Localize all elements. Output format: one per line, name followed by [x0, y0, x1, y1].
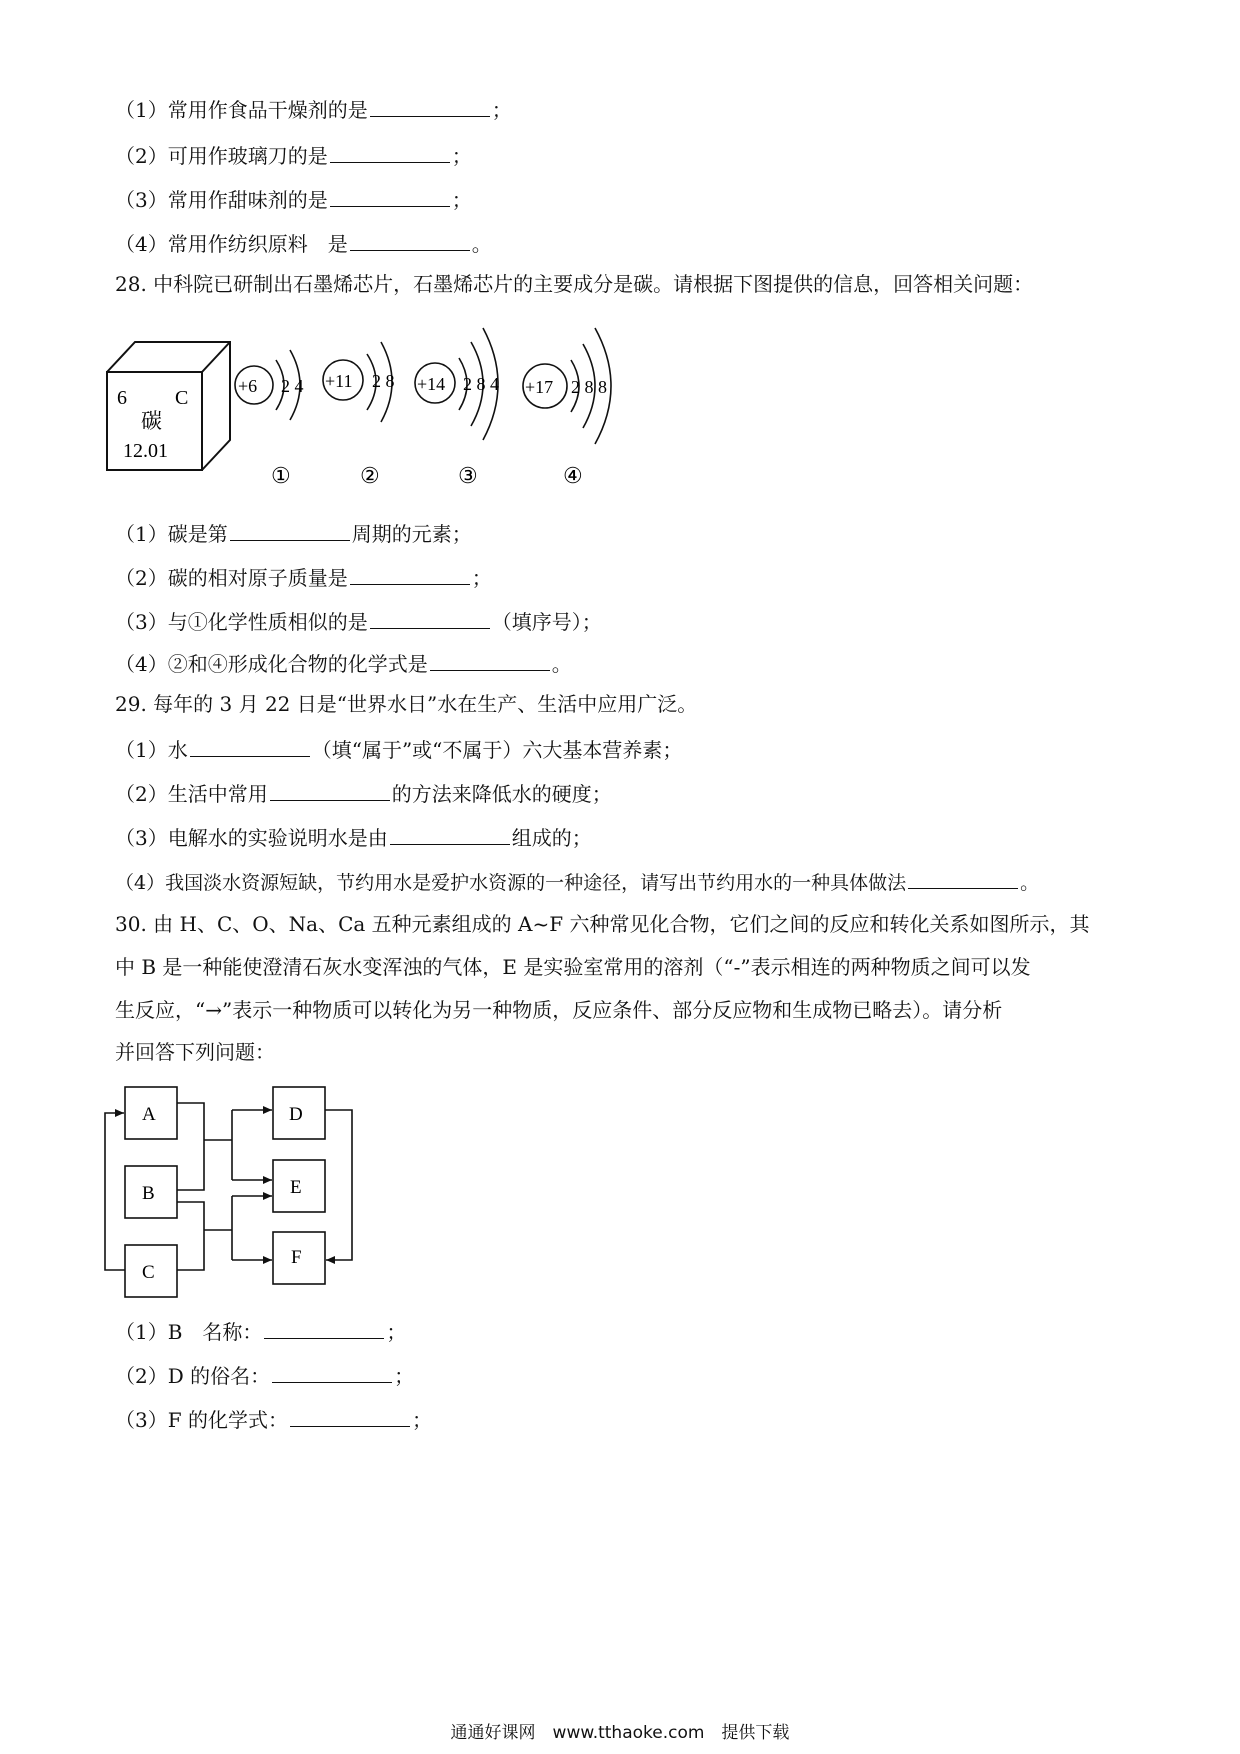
q30-stem-line-2: 中 B 是一种能使澄清石灰水变浑浊的气体，E 是实验室常用的溶剂（“-”表示相连的两种物质之间可以发: [115, 955, 1031, 979]
box-a-label: A: [142, 1104, 156, 1125]
box-c-label: C: [142, 1262, 155, 1283]
page-footer: 通通好课网 www.tthaoke.com 提供下载: [450, 1723, 790, 1743]
answer-blank[interactable]: [270, 780, 390, 801]
electron-shells: 2 8: [372, 371, 395, 391]
atom-label: ②: [360, 463, 380, 488]
answer-blank[interactable]: [230, 520, 350, 541]
nucleus-charge: +6: [238, 376, 258, 396]
box-b-label: B: [142, 1183, 155, 1204]
answer-blank[interactable]: [908, 868, 1018, 889]
q28-item-1: （1）碳是第 周期的元素；: [115, 522, 472, 546]
answer-blank[interactable]: [370, 96, 490, 117]
answer-blank[interactable]: [272, 1362, 392, 1383]
electron-shells: 2 8 8: [571, 377, 607, 397]
box-e-label: E: [290, 1177, 302, 1198]
reaction-diagram: [100, 1080, 420, 1330]
answer-blank[interactable]: [350, 230, 470, 251]
q29-item-4: （4）我国淡水资源短缺，节约用水是爱护水资源的一种途径，请写出节约用水的一种具体做法 。: [115, 868, 1039, 895]
atomic-mass: 12.01: [123, 440, 168, 462]
q27-item-1: （1）常用作食品干燥剂的是 ；: [115, 98, 512, 122]
answer-blank[interactable]: [330, 142, 450, 163]
q30-stem-line-4: 并回答下列问题：: [115, 1040, 275, 1064]
answer-blank[interactable]: [190, 736, 310, 757]
q30-item-1: （1）B 名称： ；: [115, 1320, 407, 1344]
answer-blank[interactable]: [290, 1406, 410, 1427]
q28-item-4: （4）②和④形成化合物的化学式是 。: [115, 652, 572, 676]
nucleus-charge: +11: [325, 371, 353, 391]
electron-shells: 2 8 4: [463, 374, 499, 394]
atom-structure-figure: [105, 320, 725, 550]
q29-stem: 29. 每年的 3 月 22 日是“世界水日”水在生产、生活中应用广泛。: [115, 692, 698, 716]
q30-item-3: （3）F 的化学式： ；: [115, 1408, 432, 1432]
electron-shells: 2 4: [281, 376, 304, 396]
q29-item-3: （3）电解水的实验说明水是由 组成的；: [115, 826, 592, 850]
answer-blank[interactable]: [370, 608, 490, 629]
box-f-label: F: [291, 1247, 302, 1268]
answer-blank[interactable]: [430, 650, 550, 671]
q28-item-2: （2）碳的相对原子质量是 ；: [115, 566, 492, 590]
atom-label: ③: [458, 463, 478, 488]
q27-item-4: （4）常用作纺织原料 是 。: [115, 232, 492, 256]
q27-item-2: （2）可用作玻璃刀的是 ；: [115, 144, 472, 168]
nucleus-charge: +17: [525, 377, 554, 397]
q30-item-2: （2）D 的俗名： ；: [115, 1364, 415, 1388]
answer-blank[interactable]: [390, 824, 510, 845]
element-name: 碳: [141, 409, 162, 433]
atom-label: ①: [271, 463, 291, 488]
q28-item-3: （3）与①化学性质相似的是 （填序号）；: [115, 610, 602, 634]
q30-stem-line-1: 30. 由 H、C、O、Na、Ca 五种元素组成的 A~F 六种常见化合物，它们之间的反应和转化关系如图所示，其: [115, 912, 1090, 936]
q28-stem: 28. 中科院已研制出石墨烯芯片，石墨烯芯片的主要成分是碳。请根据下图提供的信息，回答相关问题：: [115, 272, 1034, 296]
atom-label: ④: [563, 463, 583, 488]
element-symbol: C: [175, 387, 189, 409]
answer-blank[interactable]: [350, 564, 470, 585]
q27-item-3: （3）常用作甜味剂的是 ；: [115, 188, 472, 212]
answer-blank[interactable]: [330, 186, 450, 207]
answer-blank[interactable]: [264, 1318, 384, 1339]
q30-stem-line-3: 生反应，“→”表示一种物质可以转化为另一种物质，反应条件、部分反应物和生成物已略去）。请分析: [115, 998, 1003, 1022]
box-d-label: D: [289, 1104, 303, 1125]
q29-item-2: （2）生活中常用 的方法来降低水的硬度；: [115, 782, 612, 806]
nucleus-charge: +14: [417, 374, 446, 394]
atomic-number: 6: [117, 387, 127, 409]
q29-item-1: （1）水 （填“属于”或“不属于）六大基本营养素；: [115, 738, 683, 762]
